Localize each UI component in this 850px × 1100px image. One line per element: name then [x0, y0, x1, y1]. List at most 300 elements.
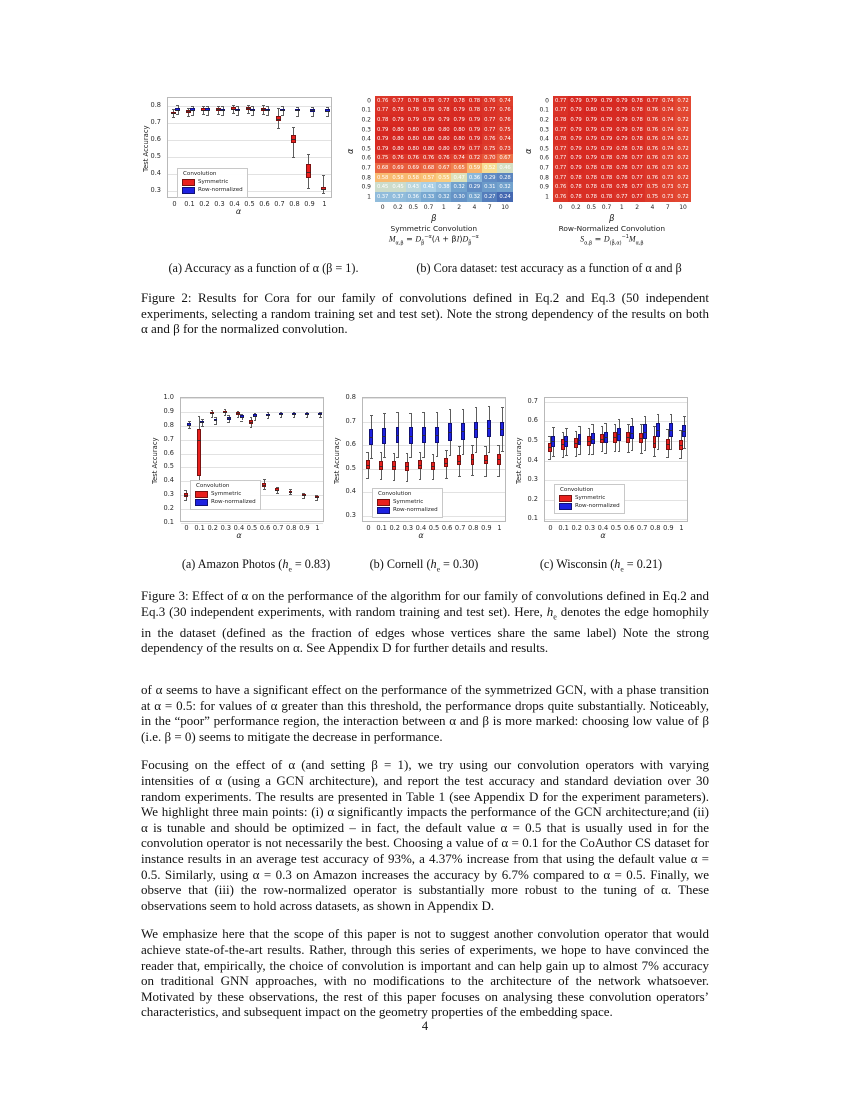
whisker-cap: [653, 456, 656, 457]
heatmap-row-label: 0.2: [539, 116, 549, 124]
median-line: [461, 431, 465, 432]
heatmap-cell: 0.79: [390, 115, 405, 125]
figure-2-caption: Figure 2: Results for Cora for our family of convolutions defined in Eq.2 and Eq.3 (50 independent experiments, selecting a random training set and test set). Note the strong dependency of the results on both α and β for the normalized convolution.: [141, 290, 709, 337]
median-line: [250, 110, 255, 111]
x-axis-tick: 1: [322, 200, 327, 208]
median-line: [682, 431, 686, 432]
whisker-cap: [644, 416, 647, 417]
heatmap-row-label: 0.6: [539, 154, 549, 162]
heatmap-row-label: 0.1: [361, 106, 371, 114]
heatmap-cell: 0.59: [467, 163, 482, 173]
x-axis-tick: 0.3: [584, 524, 596, 532]
median-line: [487, 428, 491, 429]
y-axis-tick: 0.6: [527, 416, 538, 425]
heatmap-col-label: 0: [558, 203, 563, 211]
legend-label: Row-normalized: [393, 507, 438, 514]
heatmap-cell: 0.73: [497, 144, 512, 154]
whisker-cap: [176, 105, 179, 106]
figure-3-caption: Figure 3: Effect of α on the performance of the algorithm for our family of convolutions defined in Eq.2 and Eq.3 (30 independent experiments, with random training and test set). Here, $h_e$ denotes the edge homophily in the dataset (defined as the fraction of edges whose vertices share the same label) Note the strong dependency of the results on α. See Appendix D for further details and results.: [141, 588, 709, 656]
heatmap-col-label: 2: [635, 203, 640, 211]
chart-legend: [177, 168, 248, 198]
x-axis-tick: 0.5: [428, 524, 440, 532]
whisker-cap: [393, 453, 396, 454]
median-line: [190, 110, 195, 111]
whisker-cap: [462, 409, 465, 410]
x-axis-label: α: [236, 531, 242, 540]
gridline: [545, 421, 687, 422]
heatmap-cell: 0.78: [467, 96, 482, 106]
heatmap-cell: 0.78: [629, 125, 644, 135]
x-axis-tick: 0.3: [402, 524, 414, 532]
x-axis-tick: 0.8: [468, 524, 479, 532]
whisker-cap: [657, 414, 660, 415]
heatmap-cell: 0.76: [645, 125, 660, 135]
whisker-cap: [604, 453, 607, 454]
heatmap-row-label: 0.6: [361, 154, 371, 162]
legend-title: Convolution: [196, 483, 230, 489]
median-line: [187, 425, 191, 426]
median-line: [315, 497, 319, 498]
heatmap-cell: 0.79: [568, 163, 583, 173]
heatmap-cell: 0.69: [406, 163, 421, 173]
median-line: [474, 429, 478, 430]
whisker-cap: [449, 455, 452, 456]
heatmap-cell: 0.78: [599, 192, 614, 202]
x-axis-label: α: [235, 207, 242, 216]
whisker-cap: [679, 458, 682, 459]
heatmap-col-label: 10: [679, 203, 687, 211]
heatmap-cell: 0.33: [421, 192, 436, 202]
median-line: [484, 460, 488, 461]
heatmap-cell: 0.78: [584, 182, 599, 192]
heatmap-row-label: 0.3: [539, 126, 549, 134]
heatmap-cell: 0.73: [660, 192, 675, 202]
heatmap-col-label: 4: [650, 203, 655, 211]
gridline: [545, 519, 687, 520]
whisker-cap: [296, 116, 299, 117]
gridline: [181, 412, 323, 413]
chart-legend: [190, 480, 261, 510]
whisker-cap: [292, 157, 295, 158]
heatmap-cell: 0.79: [568, 115, 583, 125]
heatmap-cell: 0.75: [645, 182, 660, 192]
heatmap-cell: 0.78: [599, 154, 614, 164]
legend-label: Symmetric: [198, 179, 229, 186]
y-axis-tick: 0.7: [345, 416, 356, 425]
heatmap-cell: 0.32: [436, 192, 451, 202]
whisker-cap: [188, 421, 191, 422]
heatmap-cell: 0.72: [675, 154, 690, 164]
heatmap-col-label: 0.5: [586, 203, 597, 211]
whisker-cap: [250, 417, 253, 418]
legend-swatch: [377, 507, 390, 514]
heatmap-cell: 0.76: [645, 173, 660, 183]
heatmap-cell: 0.67: [497, 154, 512, 164]
heatmap-col-label: 7: [487, 203, 492, 211]
heatmap-cell: 0.80: [436, 144, 451, 154]
y-axis-tick: 0.6: [345, 440, 356, 449]
heatmap-cell: 0.78: [451, 96, 466, 106]
heatmap-cell: 0.55: [436, 173, 451, 183]
whisker-cap: [293, 417, 296, 418]
whisker-cap: [319, 417, 322, 418]
heatmap-cell: 0.76: [390, 154, 405, 164]
heatmap-cell: 0.78: [568, 192, 583, 202]
heatmap-cell: 0.79: [451, 144, 466, 154]
legend-title: Convolution: [378, 491, 412, 497]
legend-label: Row-normalized: [198, 187, 243, 194]
y-axis-tick: 0.7: [163, 434, 174, 443]
heatmap-cell: 0.80: [406, 144, 421, 154]
x-axis-tick: 0.6: [259, 524, 271, 532]
heatmap-cell: 0.79: [568, 134, 583, 144]
heatmap-cell: 0.78: [568, 173, 583, 183]
heatmap-cell: 0.79: [375, 134, 390, 144]
y-axis-tick: 0.5: [163, 462, 174, 471]
median-line: [240, 417, 244, 418]
heatmap-cell: 0.79: [568, 106, 583, 116]
heatmap-cell: 0.78: [614, 182, 629, 192]
heatmap-x-axis-label: β: [431, 212, 437, 223]
whisker-cap: [370, 458, 373, 459]
whisker-cap: [488, 452, 491, 453]
whisker-cap: [184, 490, 187, 491]
whisker-cap: [311, 116, 314, 117]
whisker-cap: [419, 452, 422, 453]
y-axis-tick: 0.6: [163, 448, 174, 457]
heatmap-cell: 0.32: [451, 182, 466, 192]
heatmap-cell: 0.77: [629, 192, 644, 202]
whisker-cap: [221, 106, 224, 107]
chart-cora-alpha: [141, 92, 336, 218]
x-axis-tick: 0.9: [481, 524, 492, 532]
y-axis-tick: 0.3: [150, 185, 161, 194]
whisker-cap: [548, 459, 551, 460]
y-axis-tick: 0.5: [150, 151, 161, 160]
whisker-cap: [247, 105, 250, 106]
whisker-cap: [217, 114, 220, 115]
heatmap-row-label: 0.5: [539, 145, 549, 153]
heatmap-cell: 0.43: [406, 182, 421, 192]
x-axis-tick: 0.1: [558, 524, 569, 532]
gridline: [168, 123, 331, 124]
heatmap-cell: 0.74: [660, 106, 675, 116]
median-line: [679, 445, 683, 446]
heatmap-cell: 0.76: [645, 144, 660, 154]
heatmap-cell: 0.77: [553, 144, 568, 154]
legend-swatch: [559, 495, 572, 502]
y-axis-tick: 0.4: [150, 168, 161, 177]
whisker-cap: [214, 424, 217, 425]
heatmap-cell: 0.70: [482, 154, 497, 164]
heatmap-cell: 0.32: [497, 182, 512, 192]
heatmap-cell: 0.73: [660, 173, 675, 183]
heatmap-row-label: 0.8: [539, 174, 549, 182]
heatmap-cell: 0.77: [629, 154, 644, 164]
heatmap-col-label: 0.7: [601, 203, 612, 211]
y-axis-tick: 0.3: [527, 475, 538, 484]
whisker-cap: [280, 417, 283, 418]
median-line: [409, 436, 413, 437]
figure-2-subcaptions: [141, 261, 709, 279]
heatmap-cell: 0.72: [675, 96, 690, 106]
legend-label: Row-normalized: [211, 499, 256, 506]
heatmap-cell: 0.79: [584, 154, 599, 164]
heatmap-cell: 0.79: [568, 125, 583, 135]
whisker-cap: [292, 127, 295, 128]
heatmap-cell: 0.77: [614, 192, 629, 202]
heatmap-cell: 0.75: [482, 144, 497, 154]
legend-title: Convolution: [560, 487, 594, 493]
median-line: [289, 492, 293, 493]
whisker-cap: [396, 457, 399, 458]
figure-2-subcaption-a: (a) Accuracy as a function of α (β = 1).: [168, 261, 359, 275]
gridline: [181, 454, 323, 455]
median-line: [656, 430, 660, 431]
legend-item-row-normalized: [559, 503, 620, 510]
gridline: [181, 398, 323, 399]
y-axis-tick: 0.2: [163, 504, 174, 513]
heatmap-cell: 0.79: [584, 134, 599, 144]
heatmap-cell: 0.79: [599, 96, 614, 106]
whisker-cap: [315, 500, 318, 501]
heatmap-equation: $M_{\alpha,\beta} = D_{\betā}^{-\alpha}(A + \beta I)D_{\betā}^{-\alpha}$: [388, 233, 479, 246]
whisker-cap: [251, 115, 254, 116]
heatmap-cell: 0.79: [568, 144, 583, 154]
heatmap-cell: 0.37: [375, 192, 390, 202]
heatmap-cell: 0.78: [406, 106, 421, 116]
heatmap-cell: 0.76: [375, 96, 390, 106]
heatmap-cell: 0.65: [451, 163, 466, 173]
heatmap-row-label: 0: [367, 97, 371, 105]
heatmap-title: Symmetric Convolution: [390, 223, 478, 233]
median-line: [279, 414, 283, 415]
whisker-cap: [366, 478, 369, 479]
figure-2: [141, 92, 709, 267]
heatmap-cell: 0.80: [390, 134, 405, 144]
heatmap-cell: 0.76: [553, 182, 568, 192]
whisker-cap: [396, 412, 399, 413]
median-line: [186, 111, 191, 112]
heatmap-cell: 0.78: [614, 173, 629, 183]
whisker-cap: [232, 105, 235, 106]
heatmap-cell: 0.79: [614, 115, 629, 125]
x-axis-tick: 0.2: [389, 524, 400, 532]
heatmap-grid: [375, 96, 513, 202]
heatmap-cell: 0.76: [497, 115, 512, 125]
median-line: [275, 490, 279, 491]
whisker-cap: [307, 154, 310, 155]
median-line: [291, 139, 296, 140]
whisker-cap: [618, 451, 621, 452]
y-axis-tick: 0.4: [527, 455, 538, 464]
heatmap-cell: 0.78: [467, 106, 482, 116]
whisker-cap: [302, 498, 305, 499]
whisker-cap: [631, 450, 634, 451]
y-axis-tick: 0.7: [150, 118, 161, 127]
whisker-cap: [206, 106, 209, 107]
heatmap-col-label: 7: [665, 203, 670, 211]
whisker-cap: [552, 427, 555, 428]
x-axis-tick: 0.8: [289, 200, 300, 208]
y-axis-tick: 0.7: [527, 396, 538, 405]
legend-item-symmetric: [195, 491, 256, 498]
figure-3-subcaptions: [141, 557, 709, 575]
x-axis-tick: 0.4: [229, 200, 240, 208]
median-line: [630, 433, 634, 434]
heatmap-cell: 0.79: [614, 96, 629, 106]
median-line: [321, 189, 326, 190]
y-axis-tick: 0.1: [163, 518, 174, 526]
whisker-cap: [575, 431, 578, 432]
whisker-cap: [627, 452, 630, 453]
heatmap-cell: 0.47: [451, 173, 466, 183]
whisker-cap: [176, 114, 179, 115]
heatmap-cell: 0.78: [614, 163, 629, 173]
heatmap-cell: 0.72: [675, 173, 690, 183]
x-axis-tick: 0.9: [663, 524, 674, 532]
heatmap-row-label: 0.4: [539, 135, 549, 143]
whisker-cap: [289, 494, 292, 495]
x-axis-tick: 0.6: [441, 524, 453, 532]
heatmap-symmetric-convolution: [345, 92, 521, 246]
heatmap-cell: 0.79: [599, 144, 614, 154]
y-axis-label: Test Accuracy: [142, 124, 150, 172]
heatmap-cell: 0.80: [421, 134, 436, 144]
heatmap-cell: 0.72: [675, 115, 690, 125]
heatmap-row-label: 0.9: [539, 183, 549, 191]
heatmap-cell: 0.79: [375, 125, 390, 135]
whisker-cap: [475, 452, 478, 453]
whisker-cap: [227, 422, 230, 423]
whisker-cap: [232, 113, 235, 114]
whisker-cap: [281, 115, 284, 116]
whisker-cap: [449, 409, 452, 410]
figure-3-subcaption-c-text: (c) Wisconsin $(h_e = 0.21)$: [539, 557, 663, 574]
whisker-cap: [370, 415, 373, 416]
x-axis-tick: 0.5: [246, 524, 258, 532]
y-axis-tick: 0.3: [345, 510, 356, 519]
x-axis-tick: 0.7: [454, 524, 466, 532]
whisker: [323, 175, 324, 193]
heatmap-cell: 0.76: [645, 163, 660, 173]
heatmap-col-label: 0.7: [423, 203, 434, 211]
median-line: [220, 110, 225, 111]
whisker-cap: [562, 432, 565, 433]
y-axis-tick: 0.5: [345, 463, 356, 472]
heatmap-cell: 0.76: [645, 154, 660, 164]
median-line: [366, 465, 370, 466]
whisker-cap: [251, 106, 254, 107]
median-line: [276, 119, 281, 120]
whisker-cap: [326, 107, 329, 108]
heatmap-cell: 0.79: [467, 134, 482, 144]
heatmap-cell: 0.57: [421, 173, 436, 183]
whisker-cap: [484, 476, 487, 477]
whisker-cap: [601, 426, 604, 427]
heatmap-cell: 0.77: [390, 96, 405, 106]
page-number: 4: [421, 1019, 429, 1033]
heatmap-cell: 0.72: [675, 125, 690, 135]
x-axis-tick: 1: [315, 524, 320, 532]
legend-swatch: [182, 187, 195, 194]
heatmap-cell: 0.76: [645, 115, 660, 125]
heatmap-cell: 0.77: [645, 96, 660, 106]
heatmap-cell: 0.79: [614, 134, 629, 144]
median-line: [302, 495, 306, 496]
median-line: [669, 430, 673, 431]
median-line: [223, 412, 227, 413]
whisker-cap: [458, 476, 461, 477]
heatmap-cell: 0.76: [497, 106, 512, 116]
x-axis-tick: 0.9: [299, 524, 310, 532]
legend-item-row-normalized: [195, 499, 256, 506]
whisker-cap: [201, 426, 204, 427]
whisker-cap: [267, 418, 270, 419]
legend-label: Row-normalized: [575, 503, 620, 510]
x-axis-tick: 0.3: [220, 524, 232, 532]
heatmap-cell: 0.77: [553, 96, 568, 106]
heatmap-cell: 0.77: [375, 106, 390, 116]
median-line: [325, 111, 330, 112]
heatmap-cell: 0.78: [421, 96, 436, 106]
y-axis-tick: 0.5: [527, 435, 538, 444]
heatmap-cell: 0.77: [467, 144, 482, 154]
legend-label: Symmetric: [575, 495, 606, 502]
figure-3-subcaption-a-text: (a) Amazon Photos $(h_e = 0.83)$: [181, 557, 331, 574]
whisker-cap: [591, 454, 594, 455]
x-axis-tick: 0: [548, 524, 553, 532]
legend-swatch: [195, 491, 208, 498]
whisker-cap: [172, 117, 175, 118]
heatmap-cell: 0.77: [553, 154, 568, 164]
figure-3: [150, 392, 710, 552]
whisker-cap: [409, 457, 412, 458]
heatmap-cell: 0.74: [660, 144, 675, 154]
gridline: [545, 461, 687, 462]
heatmap-cell: 0.74: [451, 154, 466, 164]
heatmap-title: Row-Normalized Convolution: [558, 223, 666, 233]
heatmap-col-label: 0.5: [408, 203, 419, 211]
heatmap-cell: 0.79: [584, 144, 599, 154]
y-axis-tick: 0.4: [163, 476, 174, 485]
heatmap-cell: 0.78: [390, 106, 405, 116]
heatmap-cell: 0.79: [599, 115, 614, 125]
x-axis-tick: 0.8: [650, 524, 661, 532]
median-line: [262, 485, 266, 486]
x-axis-tick: 1: [679, 524, 684, 532]
heatmap-grid: [553, 96, 691, 202]
heatmap-cell: 0.78: [375, 115, 390, 125]
whisker-cap: [277, 128, 280, 129]
x-axis-tick: 0.5: [244, 200, 255, 208]
heatmap-cell: 0.45: [375, 182, 390, 192]
whisker-cap: [262, 105, 265, 106]
heatmap-cell: 0.28: [497, 173, 512, 183]
whisker-cap: [250, 427, 253, 428]
heatmap-cell: 0.77: [629, 173, 644, 183]
heatmap-cell: 0.58: [390, 173, 405, 183]
heatmap-cell: 0.78: [553, 134, 568, 144]
heatmap-cell: 0.30: [451, 192, 466, 202]
heatmap-cell: 0.79: [436, 115, 451, 125]
legend-item-row-normalized: [182, 187, 243, 194]
heatmap-cell: 0.78: [421, 106, 436, 116]
whisker-cap: [432, 454, 435, 455]
whisker-cap: [601, 451, 604, 452]
gridline: [363, 398, 505, 399]
heatmap-cell: 0.80: [421, 125, 436, 135]
